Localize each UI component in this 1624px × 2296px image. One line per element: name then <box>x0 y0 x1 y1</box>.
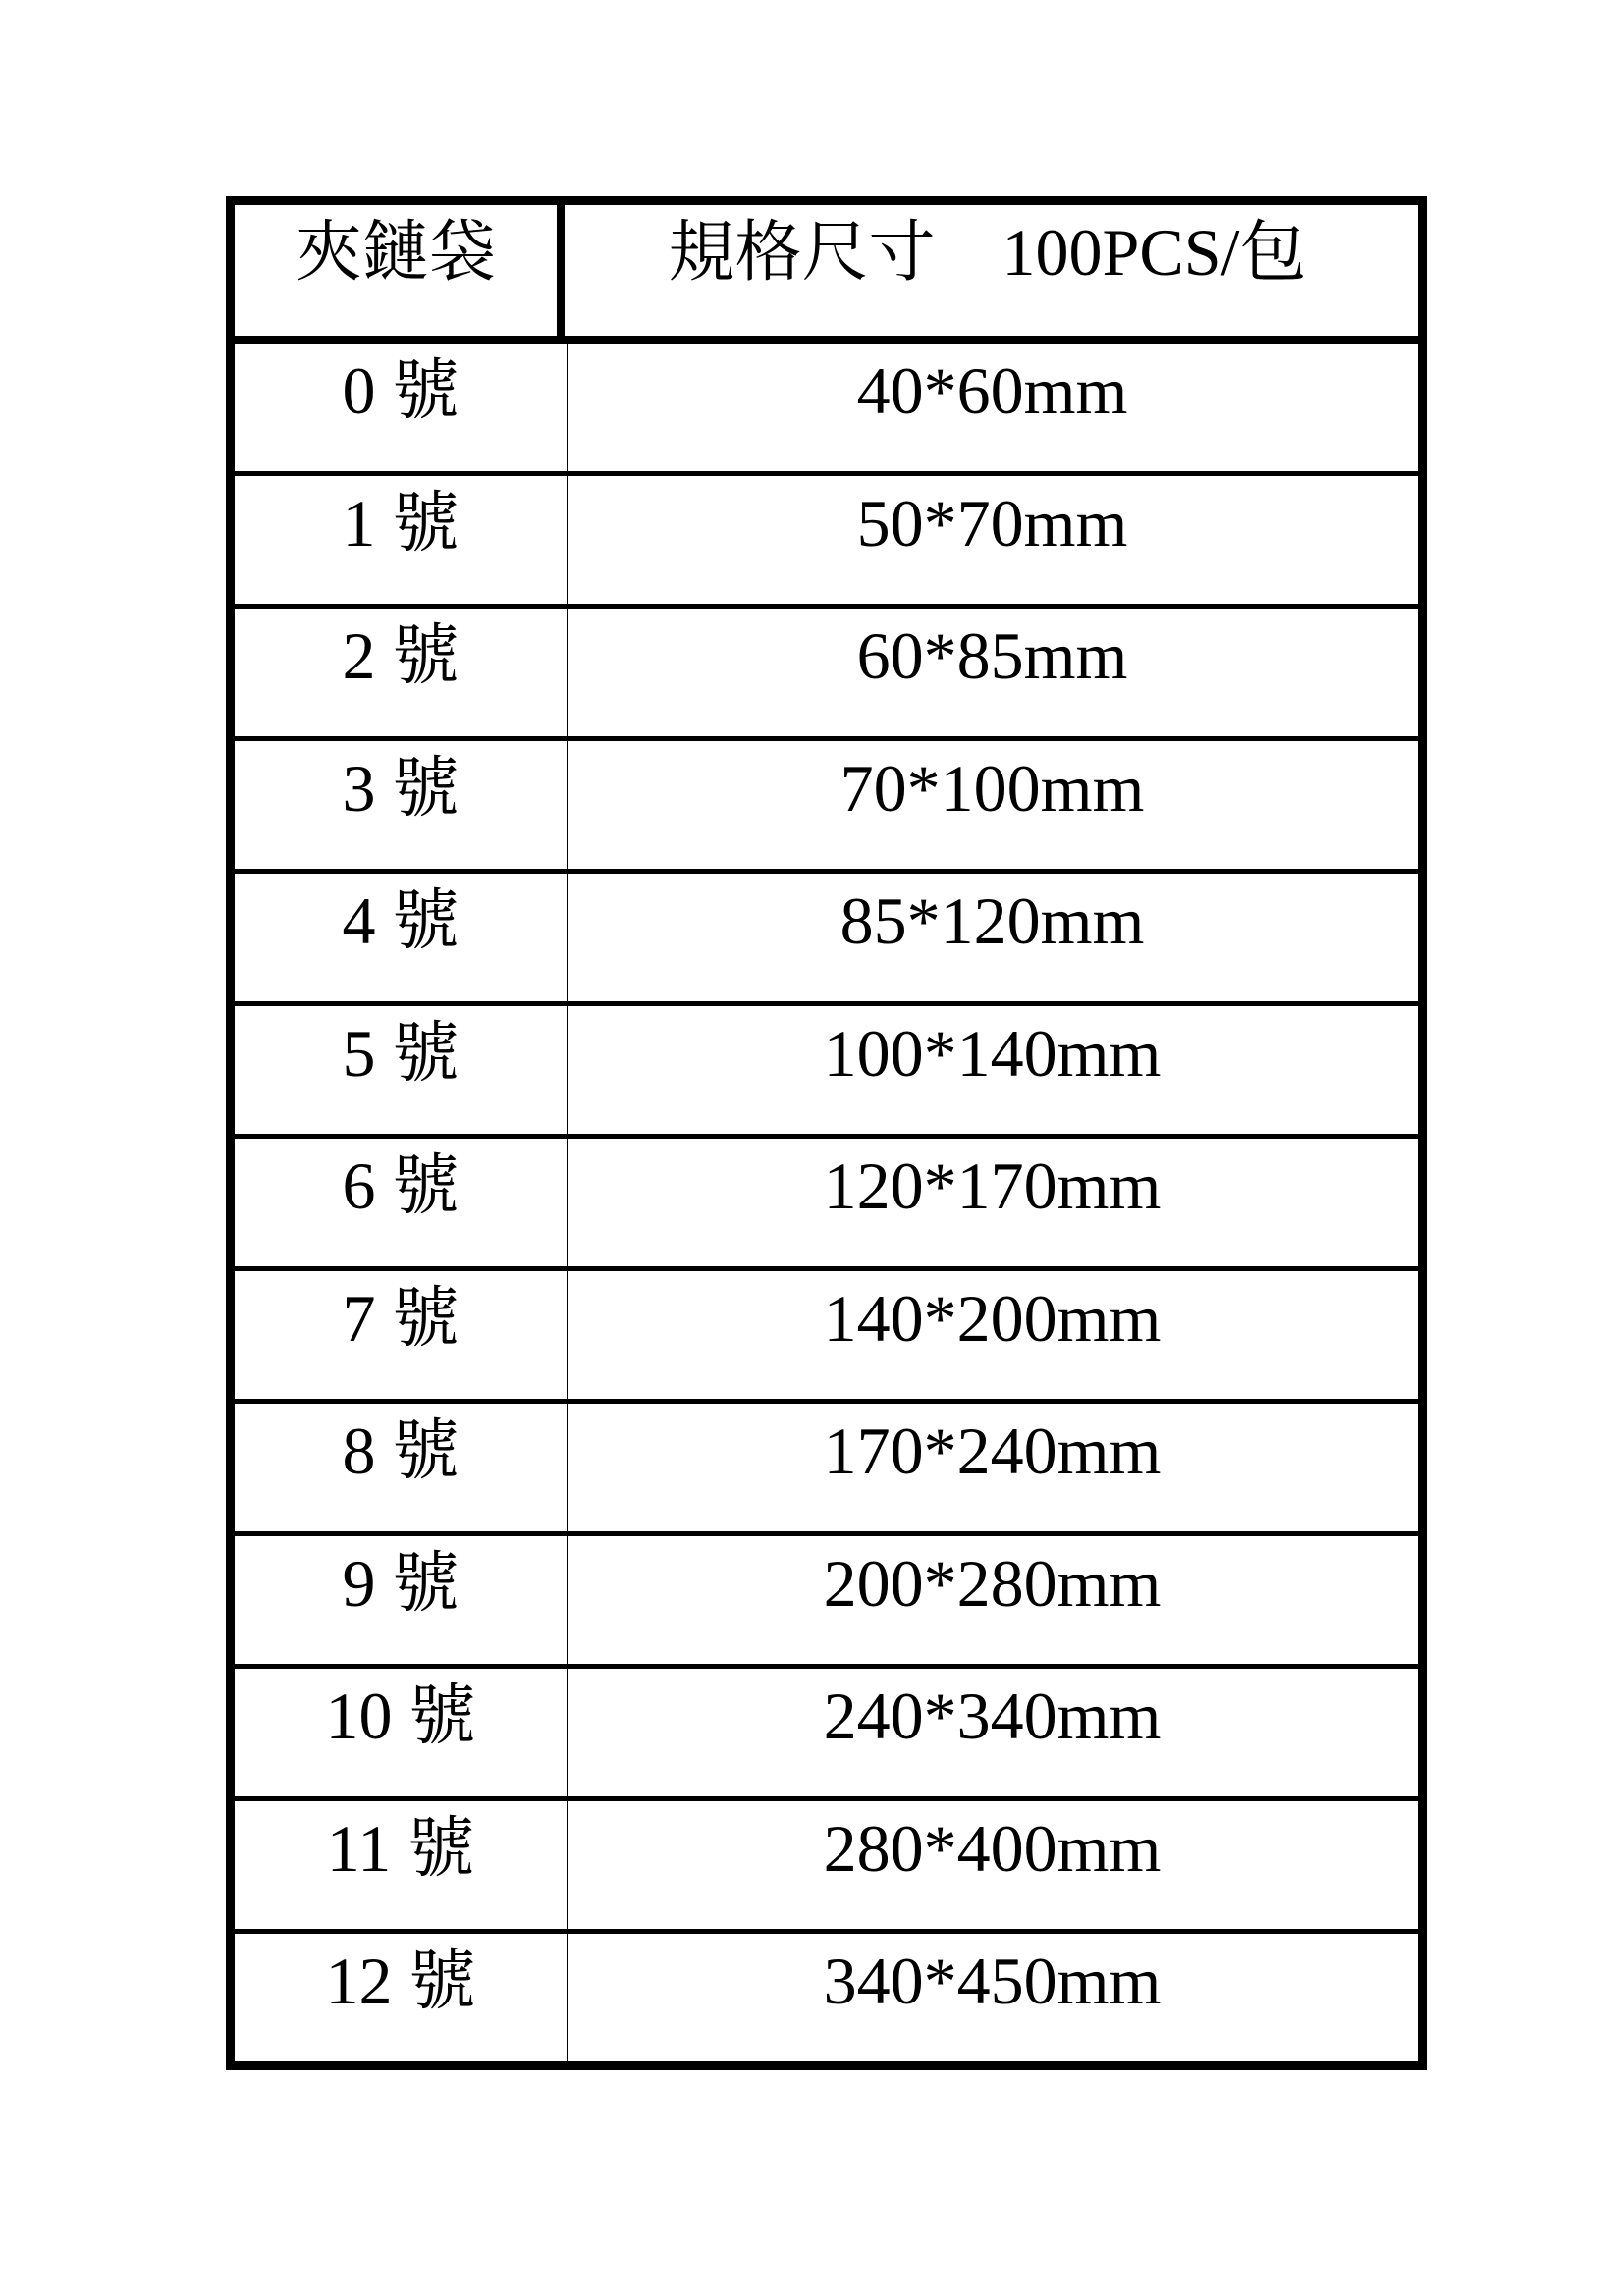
size-number-cell: 9 號 <box>235 1536 568 1664</box>
size-number-cell: 5 號 <box>235 1006 568 1134</box>
table-body <box>235 344 1418 2061</box>
table-row <box>235 1934 1418 2061</box>
ziplock-bag-size-table <box>226 196 1427 2070</box>
dimensions-cell: 140*200mm <box>823 1281 1162 1356</box>
dimensions-cell: 100*140mm <box>823 1016 1162 1091</box>
dimensions-cell: 50*70mm <box>856 486 1128 561</box>
table-row <box>235 1271 1418 1404</box>
size-number-cell: 11 號 <box>235 1801 568 1929</box>
dimensions-cell: 120*170mm <box>823 1148 1162 1223</box>
size-number-cell: 8 號 <box>235 1404 568 1531</box>
table-row <box>235 1139 1418 1271</box>
size-number-cell: 3 號 <box>235 741 568 869</box>
dimensions-cell: 70*100mm <box>839 751 1145 826</box>
size-number-cell: 7 號 <box>235 1271 568 1399</box>
table-row <box>235 1006 1418 1139</box>
size-number-cell: 4 號 <box>235 874 568 1001</box>
size-number-cell: 1 號 <box>235 476 568 604</box>
table-row <box>235 741 1418 874</box>
table-row <box>235 609 1418 741</box>
dimensions-cell: 280*400mm <box>823 1811 1162 1886</box>
table-row <box>235 476 1418 609</box>
size-number-cell: 0 號 <box>235 344 568 471</box>
table-row <box>235 874 1418 1006</box>
header-spec-label: 規格尺寸 100PCS/包 <box>668 215 1307 290</box>
table-row <box>235 344 1418 476</box>
table-row <box>235 1404 1418 1536</box>
dimensions-cell: 170*240mm <box>823 1414 1162 1488</box>
size-number-cell: 12 號 <box>235 1934 568 2061</box>
dimensions-cell: 340*450mm <box>823 1944 1162 2018</box>
dimensions-cell: 40*60mm <box>856 353 1128 428</box>
size-number-cell: 6 號 <box>235 1139 568 1266</box>
header-product-label: 夾鏈袋 <box>235 205 565 336</box>
table-row <box>235 1536 1418 1669</box>
table-header-row <box>235 205 1418 344</box>
dimensions-cell: 85*120mm <box>839 883 1145 958</box>
dimensions-cell: 60*85mm <box>856 618 1128 693</box>
size-number-cell: 2 號 <box>235 609 568 736</box>
dimensions-cell: 200*280mm <box>823 1546 1162 1621</box>
table-row <box>235 1669 1418 1801</box>
size-number-cell: 10 號 <box>235 1669 568 1796</box>
dimensions-cell: 240*340mm <box>823 1679 1162 1753</box>
table-row <box>235 1801 1418 1934</box>
